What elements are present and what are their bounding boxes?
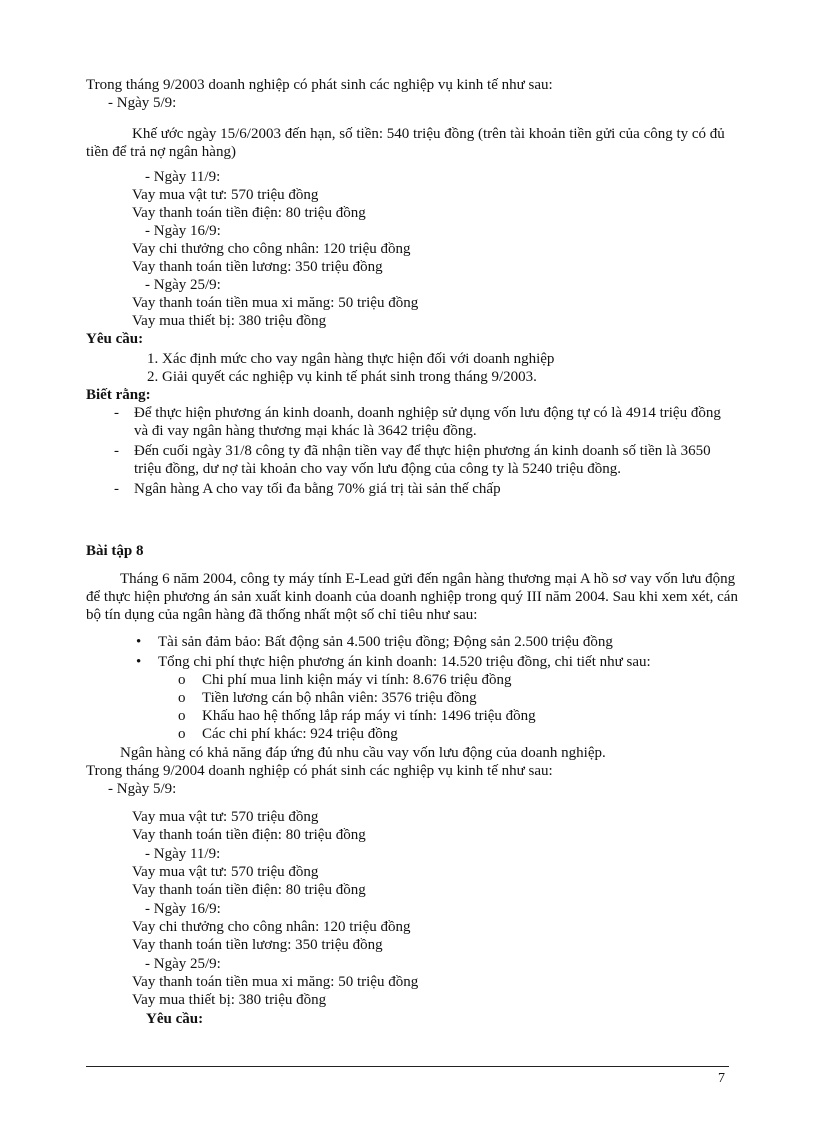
sub-bullet-marker: o: [178, 690, 186, 706]
transaction-line: Vay thanh toán tiền điện: 80 triệu đồng: [132, 205, 366, 221]
given-item-line: Đến cuối ngày 31/8 công ty đã nhận tiền vay để thực hiện phương án kinh doanh số tiền là 3650: [134, 443, 711, 459]
transaction-line: Vay mua vật tư: 570 triệu đồng: [132, 864, 319, 880]
sub-bullet-item: Tiền lương cán bộ nhân viên: 3576 triệu đồng: [202, 690, 477, 706]
intro-line: Trong tháng 9/2004 doanh nghiệp có phát sinh các nghiệp vụ kinh tế như sau:: [86, 763, 553, 779]
transaction-line: Vay chi thưởng cho công nhân: 120 triệu đồng: [132, 919, 411, 935]
requirements-heading: Yêu cầu:: [86, 331, 144, 347]
given-item-line: triệu đồng, dư nợ tài khoản cho vay vốn lưu động của công ty là 5240 triệu đồng.: [134, 461, 622, 477]
date-heading: - Ngày 16/9:: [145, 901, 221, 917]
paragraph-line: Khế ước ngày 15/6/2003 đến hạn, số tiền: 540 triệu đồng (trên tài khoản tiền gửi của công ty có đủ: [132, 126, 725, 142]
date-heading: - Ngày 25/9:: [145, 956, 221, 972]
bullet-marker: •: [136, 654, 142, 670]
transaction-line: Vay thanh toán tiền lương: 350 triệu đồng: [132, 937, 383, 953]
transaction-line: Vay thanh toán tiền điện: 80 triệu đồng: [132, 827, 366, 843]
sub-bullet-marker: o: [178, 672, 186, 688]
bullet-item: Tài sản đảm bảo: Bất động sản 4.500 triệu đồng; Động sản 2.500 triệu đồng: [158, 634, 613, 650]
requirements-heading: Yêu cầu:: [146, 1011, 204, 1027]
page-number: 7: [718, 1071, 725, 1086]
sub-bullet-marker: o: [178, 708, 186, 724]
given-item-line: và đi vay ngân hàng thương mại khác là 3642 triệu đồng.: [134, 423, 477, 439]
dash-marker: -: [114, 481, 119, 497]
dash-marker: -: [114, 443, 119, 459]
transaction-line: Vay mua vật tư: 570 triệu đồng: [132, 187, 319, 203]
sub-bullet-item: Khấu hao hệ thống lắp ráp máy vi tính: 1496 triệu đồng: [202, 708, 536, 724]
date-heading: - Ngày 11/9:: [145, 169, 221, 185]
paragraph-line: Ngân hàng có khả năng đáp ứng đủ nhu cầu vay vốn lưu động của doanh nghiệp.: [120, 745, 606, 761]
paragraph-line: bộ tín dụng của ngân hàng đã thống nhất một số chỉ tiêu như sau:: [86, 607, 478, 623]
transaction-line: Vay mua vật tư: 570 triệu đồng: [132, 809, 319, 825]
paragraph-line: Tháng 6 năm 2004, công ty máy tính E-Lead gửi đến ngân hàng thương mại A hồ sơ vay vốn lưu động: [120, 571, 736, 587]
paragraph-line: tiền để trả nợ ngân hàng): [86, 144, 236, 160]
date-heading: - Ngày 25/9:: [145, 277, 221, 293]
transaction-line: Vay thanh toán tiền mua xi măng: 50 triệu đồng: [132, 974, 419, 990]
exercise-title: Bài tập 8: [86, 543, 144, 559]
sub-bullet-marker: o: [178, 726, 186, 742]
given-item-line: Để thực hiện phương án kinh doanh, doanh nghiệp sử dụng vốn lưu động tự có là 4914 triệu đồng: [134, 405, 721, 421]
transaction-line: Vay mua thiết bị: 380 triệu đồng: [132, 313, 327, 329]
date-heading: - Ngày 5/9:: [108, 95, 177, 111]
transaction-line: Vay mua thiết bị: 380 triệu đồng: [132, 992, 327, 1008]
date-heading: - Ngày 11/9:: [145, 846, 221, 862]
transaction-line: Vay thanh toán tiền lương: 350 triệu đồng: [132, 259, 383, 275]
dash-marker: -: [114, 405, 119, 421]
bullet-marker: •: [136, 634, 142, 650]
intro-line: Trong tháng 9/2003 doanh nghiệp có phát sinh các nghiệp vụ kinh tế như sau:: [86, 77, 553, 93]
requirement-item: 2. Giải quyết các nghiệp vụ kinh tế phát sinh trong tháng 9/2003.: [147, 369, 537, 385]
sub-bullet-item: Chi phí mua linh kiện máy vi tính: 8.676 triệu đồng: [202, 672, 512, 688]
sub-bullet-item: Các chi phí khác: 924 triệu đồng: [202, 726, 398, 742]
transaction-line: Vay chi thưởng cho công nhân: 120 triệu đồng: [132, 241, 411, 257]
date-heading: - Ngày 5/9:: [108, 781, 177, 797]
given-heading: Biết rằng:: [86, 387, 151, 403]
date-heading: - Ngày 16/9:: [145, 223, 221, 239]
given-item-line: Ngân hàng A cho vay tối đa bằng 70% giá trị tài sản thế chấp: [134, 481, 501, 497]
requirement-item: 1. Xác định mức cho vay ngân hàng thực hiện đối với doanh nghiệp: [147, 351, 555, 367]
transaction-line: Vay thanh toán tiền mua xi măng: 50 triệu đồng: [132, 295, 419, 311]
bullet-item: Tổng chi phí thực hiện phương án kinh doanh: 14.520 triệu đồng, chi tiết như sau:: [158, 654, 651, 670]
footer-rule: [86, 1066, 729, 1067]
transaction-line: Vay thanh toán tiền điện: 80 triệu đồng: [132, 882, 366, 898]
paragraph-line: để thực hiện phương án sản xuất kinh doanh của doanh nghiệp trong quý III năm 2004. Sau khi xem xét, cán: [86, 589, 738, 605]
